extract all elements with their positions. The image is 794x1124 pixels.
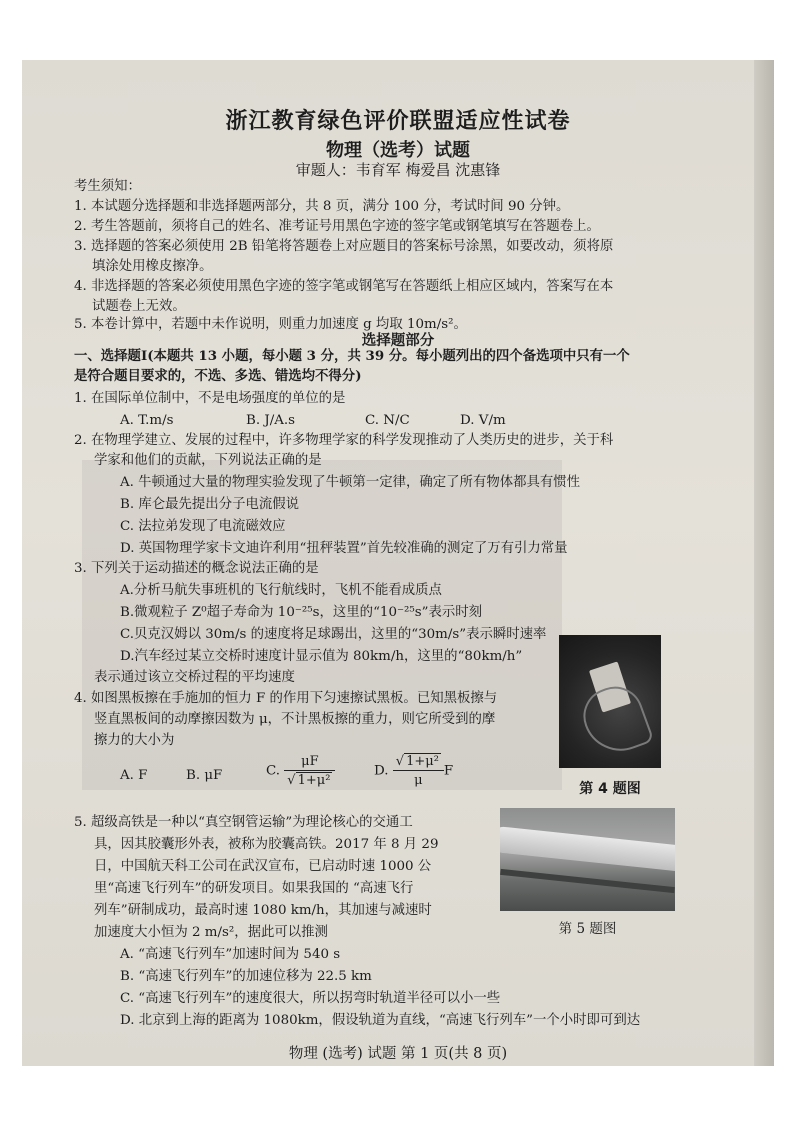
q1-option-b: B. J/A.s bbox=[246, 413, 296, 428]
notice-item-1: 1. 本试题分选择题和非选择题两部分，共 8 页，满分 100 分，考试时间 90 分钟。 bbox=[74, 199, 570, 214]
q4-option-d bbox=[374, 753, 453, 789]
page-footer: 物理 (选考) 试题 第 1 页(共 8 页) bbox=[288, 1046, 508, 1062]
q5-stem-cont-3: 里“高速飞行列车”的研发项目。如果我国的 “高速飞行 bbox=[94, 881, 414, 896]
page-edge-shadow bbox=[754, 60, 774, 1066]
q4-option-d-label: D. bbox=[374, 763, 389, 779]
q3-option-d-cont: 表示通过该立交桥过程的平均速度 bbox=[94, 670, 295, 685]
q4-option-c bbox=[266, 753, 335, 789]
q5-option-c: C. “高速飞行列车”的速度很大，所以拐弯时轨道半径可以小一些 bbox=[120, 991, 501, 1006]
q5-option-d: D. 北京到上海的距离为 1080km，假设轨道为直线，“高速飞行列车”一个小时即可到达 bbox=[120, 1013, 641, 1028]
q4-stem-cont-1: 竖直黑板间的动摩擦因数为 μ，不计黑板擦的重力，则它所受到的摩 bbox=[94, 712, 496, 727]
q1-option-d: D. V/m bbox=[460, 413, 506, 428]
train-track-shape bbox=[500, 869, 675, 893]
q5-stem-cont-4: 列车”研制成功，最高时速 1080 km/h，其加速与减速时 bbox=[94, 903, 432, 918]
hand-outline bbox=[576, 679, 655, 762]
q2-option-d: D. 英国物理学家卡文迪许利用“扭秤装置”首先较准确的测定了万有引力常量 bbox=[120, 541, 568, 556]
q3-option-a: A.分析马航失事班机的飞行航线时，飞机不能看成质点 bbox=[120, 583, 442, 598]
q5-stem: 5. 超级高铁是一种以“真空钢管运输”为理论核心的交通工 bbox=[74, 815, 413, 830]
exam-subtitle: 物理（选考）试题 bbox=[326, 140, 470, 161]
notice-heading: 考生须知： bbox=[74, 179, 141, 194]
q5-option-b: B. “高速飞行列车”的加速位移为 22.5 km bbox=[120, 969, 372, 984]
q4-option-c-denominator: √ 1+μ² bbox=[287, 773, 331, 788]
figure-4-caption: 第 4 题图 bbox=[579, 781, 641, 797]
maglev-train-photo bbox=[500, 808, 675, 911]
q5-stem-cont-2: 日，中国航天科工公司在武汉宣布，已启动时速 1000 公 bbox=[94, 859, 432, 874]
q2-option-b: B. 库仑最先提出分子电流假说 bbox=[120, 497, 300, 512]
notice-item-4-cont: 试题卷上无效。 bbox=[92, 299, 186, 314]
q5-stem-cont-5: 加速度大小恒为 2 m/s²，据此可以推测 bbox=[94, 925, 328, 940]
q3-option-c: C.贝克汉姆以 30m/s 的速度将足球踢出，这里的“30m/s”表示瞬时速率 bbox=[120, 627, 547, 642]
train-tube-shape bbox=[500, 826, 675, 873]
q4-option-d-denominator: μ bbox=[414, 773, 423, 788]
part1-instructions: 一、选择题Ⅰ(本题共 13 小题，每小题 3 分，共 39 分。每小题列出的四个备选项中只有一个 bbox=[74, 348, 630, 364]
q1-stem: 1. 在国际单位制中，不是电场强度的单位的是 bbox=[74, 391, 346, 406]
q5-option-a: A. “高速飞行列车”加速时间为 540 s bbox=[120, 947, 341, 962]
q4-option-c-numerator: μF bbox=[284, 753, 335, 771]
q4-stem: 4. 如图黑板擦在手施加的恒力 F 的作用下匀速擦试黑板。已知黑板擦与 bbox=[74, 691, 498, 706]
q4-option-d-fraction bbox=[393, 753, 444, 789]
q4-option-d-numerator: √ 1+μ² bbox=[393, 753, 444, 771]
q4-stem-cont-2: 擦力的大小为 bbox=[94, 733, 175, 748]
q4-option-d-suffix: F bbox=[443, 763, 454, 779]
notice-item-5: 5. 本卷计算中，若题中未作说明，则重力加速度 g 均取 10m/s²。 bbox=[74, 317, 467, 332]
part1-instructions-cont: 是符合题目要求的，不选、多选、错选均不得分) bbox=[74, 368, 362, 384]
exam-sheet bbox=[22, 60, 774, 1066]
q3-option-b: B.微观粒子 Z⁰超子寿命为 10⁻²⁵s，这里的“10⁻²⁵s”表示时刻 bbox=[120, 605, 483, 620]
exam-title: 浙江教育绿色评价联盟适应性试卷 bbox=[225, 108, 571, 134]
notice-item-4: 4. 非选择题的答案必须使用黑色字迹的签字笔或钢笔写在答题纸上相应区域内，答案写在本 bbox=[74, 279, 614, 294]
reviewers: 审题人：韦育军 梅爱昌 沈惠锋 bbox=[295, 161, 501, 179]
section-title: 选择题部分 bbox=[361, 332, 435, 349]
q3-option-d: D.汽车经过某立交桥时速度计显示值为 80km/h，这里的“80km/h” bbox=[120, 649, 523, 664]
notice-item-3: 3. 选择题的答案必须使用 2B 铅笔将答题卷上对应题目的答案标号涂黑，如要改动，须将原 bbox=[74, 239, 614, 254]
q4-option-b: B. μF bbox=[186, 768, 223, 783]
notice-item-3-cont: 填涂处用橡皮擦净。 bbox=[92, 259, 213, 274]
q5-stem-cont-1: 具，因其胶囊形外表，被称为胶囊高铁。2017 年 8 月 29 bbox=[94, 837, 439, 852]
q2-stem-cont: 学家和他们的贡献，下列说法正确的是 bbox=[94, 453, 322, 468]
figure-5-caption: 第 5 题图 bbox=[558, 921, 617, 937]
eraser-photo bbox=[559, 635, 661, 768]
notice-item-2: 2. 考生答题前，须将自己的姓名、准考证号用黑色字迹的签字笔或钢笔填写在答题卷上。 bbox=[74, 219, 600, 234]
q4-option-a: A. F bbox=[120, 768, 148, 783]
q1-option-c: C. N/C bbox=[365, 413, 410, 428]
q4-option-d-radicand: 1+μ² bbox=[406, 754, 439, 769]
q4-option-c-radicand: 1+μ² bbox=[297, 773, 331, 788]
q2-option-c: C. 法拉弟发现了电流磁效应 bbox=[120, 519, 286, 534]
q1-option-a: A. T.m/s bbox=[120, 413, 174, 428]
q2-option-a: A. 牛顿通过大量的物理实验发现了牛顿第一定律，确定了所有物体都具有惯性 bbox=[120, 475, 581, 490]
q4-option-c-fraction bbox=[284, 753, 335, 789]
q2-stem: 2. 在物理学建立、发展的过程中，许多物理学家的科学发现推动了人类历史的进步，关于科 bbox=[74, 433, 614, 448]
q4-option-c-label: C. bbox=[266, 763, 281, 779]
q3-stem: 3. 下列关于运动描述的概念说法正确的是 bbox=[74, 561, 319, 576]
